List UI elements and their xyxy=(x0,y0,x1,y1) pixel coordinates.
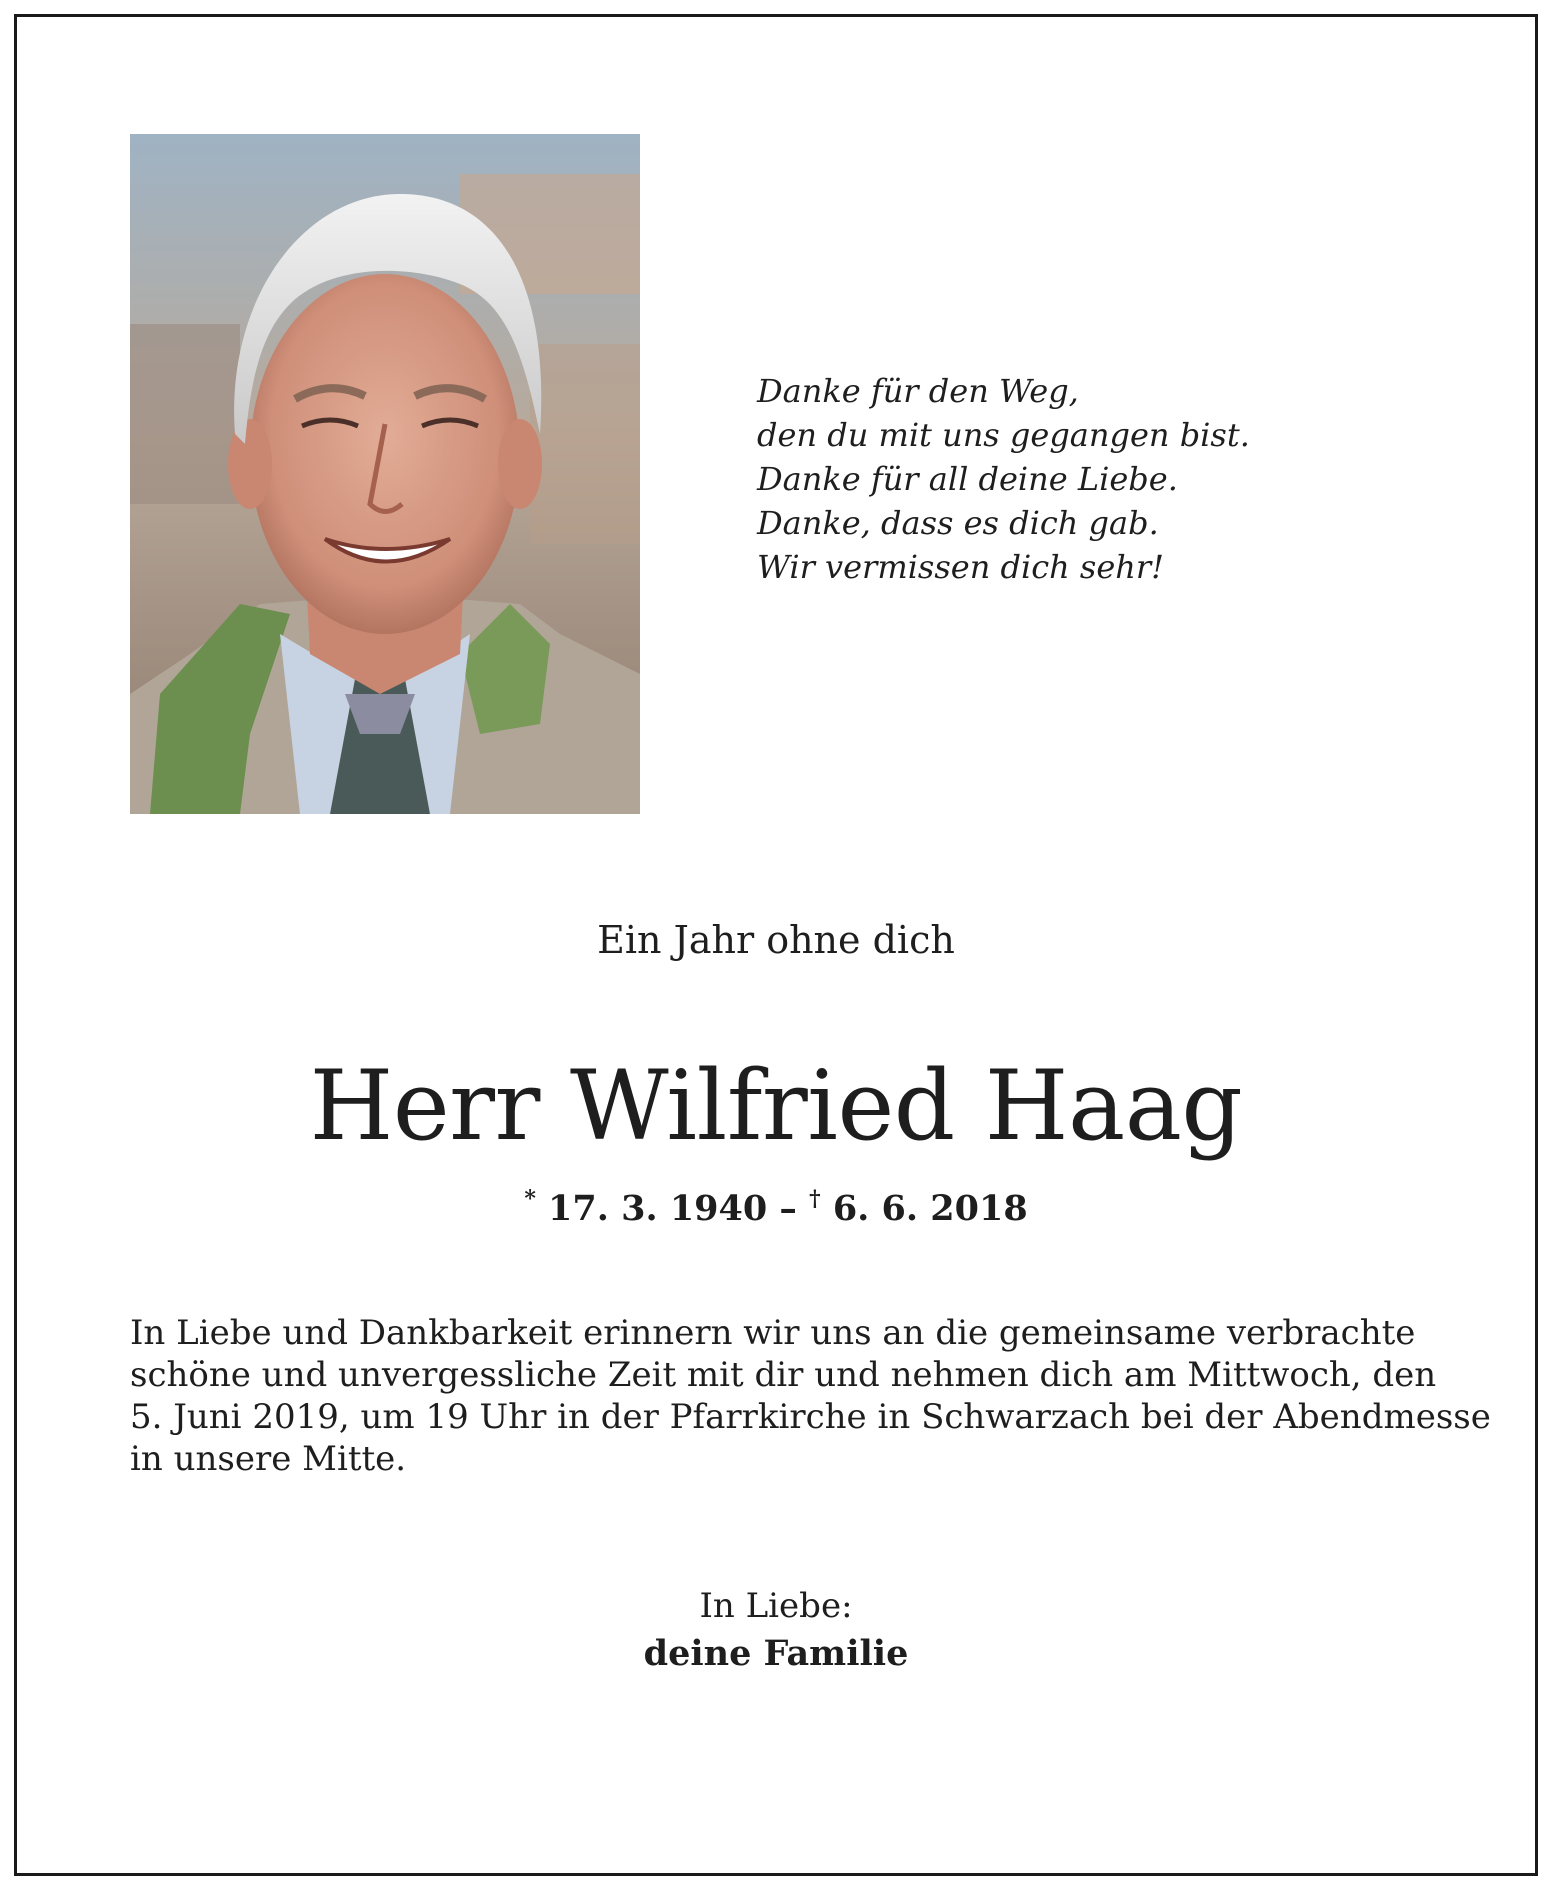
memorial-text-line: schöne und unvergessliche Zeit mit dir und nehmen dich am Mittwoch, den xyxy=(130,1355,1437,1395)
death-symbol: † xyxy=(809,1186,821,1212)
birth-symbol: * xyxy=(524,1186,536,1212)
poem-line: Danke für den Weg, xyxy=(757,372,1079,410)
subtitle: Ein Jahr ohne dich xyxy=(597,918,955,962)
memorial-text-line: 5. Juni 2019, um 19 Uhr in der Pfarrkirche in Schwarzach bei der Abendmesse xyxy=(130,1397,1491,1437)
poem xyxy=(757,369,1250,589)
memorial-text xyxy=(130,1312,1491,1480)
poem-line: den du mit uns gegangen bist. xyxy=(757,416,1250,454)
poem-line: Danke für all deine Liebe. xyxy=(757,460,1178,498)
life-dates xyxy=(17,1187,1535,1231)
portrait-photo xyxy=(130,134,640,814)
memorial-text-line: in unsere Mitte. xyxy=(130,1439,407,1479)
birth-date: 17. 3. 1940 xyxy=(548,1188,768,1229)
portrait-illustration xyxy=(130,134,640,814)
deceased-name: Herr Wilfried Haag xyxy=(309,1050,1243,1162)
signature: deine Familie xyxy=(643,1633,909,1674)
poem-line: Wir vermissen dich sehr! xyxy=(757,548,1165,586)
death-date: 6. 6. 2018 xyxy=(832,1188,1028,1229)
date-separator: – xyxy=(767,1188,810,1229)
closing-phrase: In Liebe: xyxy=(699,1586,853,1626)
memorial-text-line: In Liebe und Dankbarkeit erinnern wir uns an die gemeinsame verbrachte xyxy=(130,1313,1416,1353)
obituary-card xyxy=(14,14,1538,1876)
poem-line: Danke, dass es dich gab. xyxy=(757,504,1159,542)
